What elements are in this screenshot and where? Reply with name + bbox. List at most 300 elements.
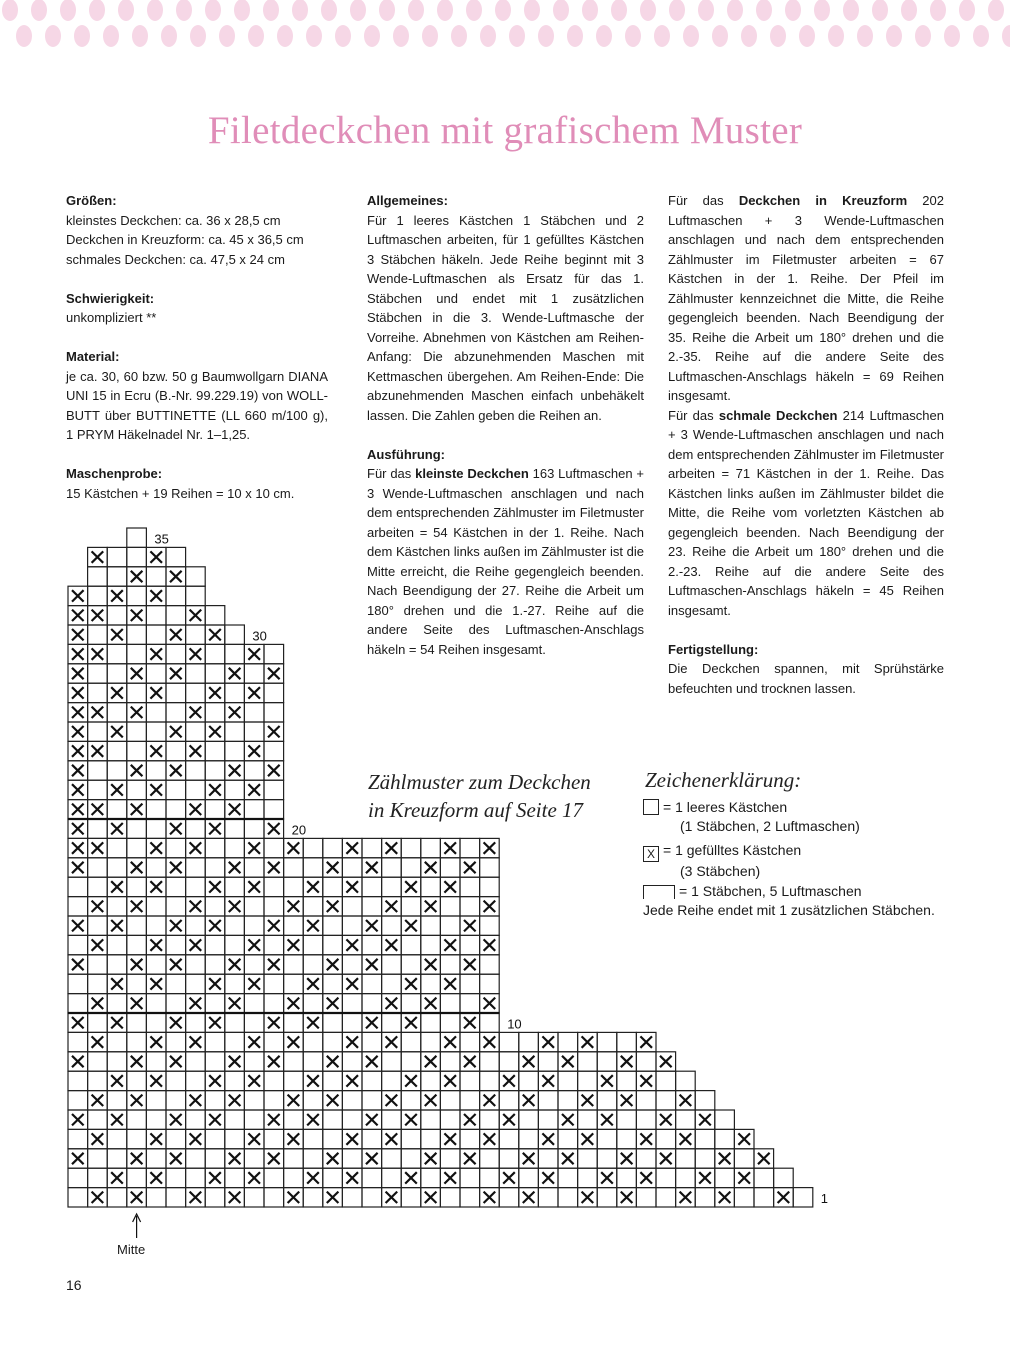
- filled-mark: [131, 1095, 143, 1106]
- filled-mark: [464, 1114, 476, 1125]
- filled-mark: [131, 862, 143, 873]
- chart-cell: [146, 1110, 166, 1129]
- filled-mark: [92, 610, 104, 621]
- chart-cell: [715, 1110, 735, 1129]
- filled-mark: [72, 823, 84, 834]
- chart-cell: [244, 858, 264, 877]
- filled-mark: [72, 726, 84, 737]
- chart-cell: [323, 877, 343, 896]
- chart-cell: [401, 955, 421, 974]
- chart-cell: [264, 1168, 284, 1187]
- chart-cell: [107, 567, 127, 586]
- finishing-text: Die Deckchen spannen, mit Sprühstärke befeuchten und trocknen lassen.: [668, 661, 944, 696]
- chart-cell: [225, 644, 245, 663]
- filled-mark: [248, 687, 260, 698]
- chart-cell: [303, 994, 323, 1013]
- chart-cell: [382, 1013, 402, 1032]
- filled-mark: [386, 939, 398, 950]
- filled-mark: [346, 1036, 358, 1047]
- filled-mark: [150, 687, 162, 698]
- legend-filled: X = 1 gefülltes Kästchen (3 Stäbchen): [643, 841, 801, 881]
- filled-mark: [386, 1133, 398, 1144]
- chart-cell: [205, 1149, 225, 1168]
- filled-mark: [386, 1095, 398, 1106]
- chart-cell: [323, 916, 343, 935]
- chart-cell: [244, 955, 264, 974]
- chart-cell: [244, 1052, 264, 1071]
- chart-cell: [440, 1188, 460, 1207]
- chart-cell: [205, 644, 225, 663]
- filled-mark: [425, 862, 437, 873]
- chart-cell: [146, 858, 166, 877]
- chart-cell: [323, 1110, 343, 1129]
- chart-cell: [107, 547, 127, 566]
- chart-cell: [68, 1091, 88, 1110]
- chart-cell: [342, 955, 362, 974]
- chart-cell: [107, 741, 127, 760]
- chart-cell: [205, 741, 225, 760]
- chart-cell: [421, 1013, 441, 1032]
- chart-cell: [695, 1129, 715, 1148]
- filled-mark: [111, 629, 123, 640]
- chart-cell: [186, 761, 206, 780]
- chart-cell: [617, 1071, 637, 1090]
- filled-mark: [248, 648, 260, 659]
- chart-cell: [146, 955, 166, 974]
- filled-mark: [72, 959, 84, 970]
- filled-mark: [150, 648, 162, 659]
- filled-mark: [92, 939, 104, 950]
- chart-cell: [127, 547, 147, 566]
- chart-cell: [107, 935, 127, 954]
- filled-mark: [288, 901, 300, 912]
- chart-cell: [382, 1071, 402, 1090]
- chart-cell: [264, 1071, 284, 1090]
- filled-mark: [288, 939, 300, 950]
- chart-cell: [362, 897, 382, 916]
- filled-mark: [92, 1095, 104, 1106]
- filled-mark: [542, 1133, 554, 1144]
- filled-mark: [288, 1036, 300, 1047]
- filled-mark: [72, 648, 84, 659]
- chart-cell: [88, 877, 108, 896]
- chart-cell: [225, 819, 245, 838]
- chart-cell: [460, 1188, 480, 1207]
- chart-cell: [480, 1013, 500, 1032]
- chart-cell: [480, 1110, 500, 1129]
- filled-mark: [621, 1192, 633, 1203]
- filled-mark: [111, 1114, 123, 1125]
- chart-cell: [264, 1188, 284, 1207]
- chart-cell: [519, 1032, 539, 1051]
- chart-cell: [362, 935, 382, 954]
- filled-mark: [92, 1192, 104, 1203]
- chart-cell: [146, 1149, 166, 1168]
- chart-cell: [107, 800, 127, 819]
- filled-mark: [209, 726, 221, 737]
- chart-cell: [244, 722, 264, 741]
- chart-cell: [421, 877, 441, 896]
- filled-mark: [72, 1017, 84, 1028]
- filled-mark: [170, 823, 182, 834]
- chart-cell: [440, 955, 460, 974]
- chart-cell: [186, 1013, 206, 1032]
- filled-mark: [542, 1036, 554, 1047]
- chart-cell: [656, 1091, 676, 1110]
- chart-cell: [421, 916, 441, 935]
- chart-cell: [715, 1129, 735, 1148]
- filled-mark: [131, 959, 143, 970]
- filled-mark: [307, 1017, 319, 1028]
- filled-mark: [386, 842, 398, 853]
- chart-cell: [421, 1110, 441, 1129]
- filled-mark: [346, 881, 358, 892]
- size-line: schmales Deckchen: ca. 47,5 x 24 cm: [66, 251, 285, 267]
- filled-mark: [72, 687, 84, 698]
- chart-cell: [597, 1032, 617, 1051]
- chart-cell: [186, 877, 206, 896]
- chart-cell: [166, 935, 186, 954]
- chart-cell: [440, 1052, 460, 1071]
- chart-cell: [205, 800, 225, 819]
- filled-mark: [582, 1036, 594, 1047]
- filled-mark: [131, 571, 143, 582]
- filled-mark: [209, 687, 221, 698]
- chart-cell: [597, 1052, 617, 1071]
- filled-mark: [405, 920, 417, 931]
- chart-cell: [323, 1129, 343, 1148]
- chart-cell: [440, 897, 460, 916]
- caption-line: Zählmuster zum Deckchen: [368, 770, 591, 794]
- chart-cell: [421, 1032, 441, 1051]
- filled-mark: [503, 1114, 515, 1125]
- filled-mark: [582, 1133, 594, 1144]
- chart-cell: [578, 1110, 598, 1129]
- chart-cell: [264, 838, 284, 857]
- filled-mark: [386, 1036, 398, 1047]
- chart-cell: [225, 1032, 245, 1051]
- size-line: Deckchen in Kreuzform: ca. 45 x 36,5 cm: [66, 232, 304, 247]
- filled-mark: [229, 1192, 241, 1203]
- chart-cell: [68, 1032, 88, 1051]
- chart-cell: [107, 994, 127, 1013]
- chart-cell: [244, 800, 264, 819]
- filled-mark: [190, 901, 202, 912]
- chart-cell: [127, 1129, 147, 1148]
- chart-cell: [264, 935, 284, 954]
- filled-mark: [268, 726, 280, 737]
- chart-cell: [186, 1071, 206, 1090]
- chart-cell: [146, 1188, 166, 1207]
- chart-cell: [107, 1129, 127, 1148]
- chart-cell: [68, 1071, 88, 1090]
- chart-cell: [166, 683, 186, 702]
- chart-cell: [88, 955, 108, 974]
- filled-mark: [72, 610, 84, 621]
- chart-cell: [146, 703, 166, 722]
- gauge-text: 15 Kästchen + 19 Reihen = 10 x 10 cm.: [66, 485, 295, 501]
- chart-cell: [382, 1168, 402, 1187]
- chart-cell: [362, 1071, 382, 1090]
- chart-cell: [127, 838, 147, 857]
- chart-cell: [519, 1129, 539, 1148]
- chart-cell: [205, 994, 225, 1013]
- chart-cell: [460, 1091, 480, 1110]
- chart-cell: [186, 955, 206, 974]
- filled-mark: [92, 842, 104, 853]
- filled-mark: [484, 998, 496, 1009]
- filled-mark: [72, 842, 84, 853]
- filled-mark: [464, 1017, 476, 1028]
- chart-cell: [362, 974, 382, 993]
- chart-cell: [519, 1168, 539, 1187]
- filled-mark: [680, 1095, 692, 1106]
- filled-mark: [327, 998, 339, 1009]
- chart-cell: [264, 683, 284, 702]
- finishing-heading: Fertigstellung:: [668, 641, 759, 657]
- chart-cell: [382, 1110, 402, 1129]
- chart-cell: [617, 1168, 637, 1187]
- filled-mark: [72, 784, 84, 795]
- filled-mark: [484, 1036, 496, 1047]
- filled-mark: [288, 998, 300, 1009]
- filled-mark: [92, 745, 104, 756]
- chart-cell: [499, 1188, 519, 1207]
- filled-mark: [444, 978, 456, 989]
- chart-cell: [558, 1188, 578, 1207]
- chart-cell: [88, 722, 108, 741]
- narrow-doily-name: schmale Deckchen: [718, 407, 838, 423]
- filled-mark: [307, 881, 319, 892]
- chart-cell: [342, 1052, 362, 1071]
- chart-cell: [225, 741, 245, 760]
- chart-cell: [342, 1013, 362, 1032]
- filled-mark: [209, 629, 221, 640]
- chart-cell: [362, 1032, 382, 1051]
- chart-cell: [342, 858, 362, 877]
- chart-cell: [323, 1168, 343, 1187]
- filled-mark: [170, 629, 182, 640]
- chart-cell: [636, 1188, 656, 1207]
- chart-cell: [421, 1168, 441, 1187]
- filled-mark: [738, 1133, 750, 1144]
- chart-cell: [127, 722, 147, 741]
- filled-mark: [170, 1017, 182, 1028]
- chart-cell: [127, 1168, 147, 1187]
- filled-mark: [268, 1153, 280, 1164]
- filled-mark: [601, 1114, 613, 1125]
- chart-cell: [617, 1110, 637, 1129]
- chart-cell: [284, 877, 304, 896]
- chart-cell: [480, 1149, 500, 1168]
- row-label: 10: [507, 1016, 522, 1032]
- filled-mark: [209, 881, 221, 892]
- filled-mark: [209, 1114, 221, 1125]
- chart-cell: [460, 994, 480, 1013]
- filled-box-icon: X: [643, 846, 659, 862]
- small-doily-name: kleinste Deckchen: [415, 466, 529, 481]
- chart-cell: [480, 974, 500, 993]
- filled-mark: [190, 1192, 202, 1203]
- filled-mark: [248, 1133, 260, 1144]
- filled-mark: [72, 1114, 84, 1125]
- chart-cell: [146, 567, 166, 586]
- chart-cell: [88, 858, 108, 877]
- filled-mark: [582, 1192, 594, 1203]
- filled-mark: [484, 1192, 496, 1203]
- filled-mark: [150, 1133, 162, 1144]
- chart-cell: [146, 897, 166, 916]
- filled-mark: [523, 1153, 535, 1164]
- filled-mark: [209, 1075, 221, 1086]
- filled-mark: [248, 745, 260, 756]
- filled-mark: [366, 1056, 378, 1067]
- chart-cell: [205, 1091, 225, 1110]
- filled-mark: [386, 901, 398, 912]
- cross-doily-name: Deckchen in Kreuzform: [738, 193, 908, 208]
- chart-cell: [68, 1129, 88, 1148]
- narrow-doily-text: Für das schmale Deckchen 214 Luftmaschen + 3 Wende-Luftmaschen anschlagen und nach dem entsprechenden Zählmuster im Filetmuster arbeiten = 71 Kästchen in der 1. Reihe. Das Kästchen links außen im Zählmuster bildet die Mitte, die Reihe vom vorletzten Kästchen ab gegengleich beenden. Nach Beendigung der 23. Reihe die Arbeit um 180° drehen und die 2.-23. Reihe auf die andere Seite des Luftmaschen-Anschlags häkeln = 45 Reihen insgesamt.: [668, 407, 945, 618]
- chart-cell: [676, 1149, 696, 1168]
- chart-cell: [695, 1149, 715, 1168]
- filled-mark: [229, 1056, 241, 1067]
- filled-mark: [268, 668, 280, 679]
- filled-mark: [229, 765, 241, 776]
- chart-cell: [186, 858, 206, 877]
- chart-cell: [186, 586, 206, 605]
- filled-mark: [111, 687, 123, 698]
- filled-mark: [131, 668, 143, 679]
- filled-mark: [444, 1036, 456, 1047]
- chart-cell: [225, 1110, 245, 1129]
- filled-mark: [72, 804, 84, 815]
- chart-cell: [264, 800, 284, 819]
- chart-cell: [146, 722, 166, 741]
- filled-mark: [150, 745, 162, 756]
- chart-cell: [186, 974, 206, 993]
- chart-cell: [342, 897, 362, 916]
- filled-mark: [523, 1192, 535, 1203]
- chart-cell: [186, 780, 206, 799]
- chart-cell: [362, 994, 382, 1013]
- chart-cell: [499, 1032, 519, 1051]
- chart-cell: [284, 955, 304, 974]
- filled-mark: [209, 823, 221, 834]
- chart-cell: [225, 1129, 245, 1148]
- filled-mark: [190, 939, 202, 950]
- filled-mark: [307, 1114, 319, 1125]
- chart-cell: [362, 1168, 382, 1187]
- chart-cell: [558, 1071, 578, 1090]
- filled-mark: [484, 901, 496, 912]
- filled-mark: [464, 959, 476, 970]
- filled-mark: [190, 745, 202, 756]
- chart-cell: [205, 703, 225, 722]
- filled-mark: [150, 978, 162, 989]
- chart-cell: [303, 858, 323, 877]
- filled-mark: [464, 862, 476, 873]
- filled-mark: [248, 842, 260, 853]
- filled-mark: [386, 998, 398, 1009]
- filled-mark: [523, 1056, 535, 1067]
- chart-cell: [382, 1149, 402, 1168]
- chart-cell: [127, 644, 147, 663]
- filled-mark: [268, 823, 280, 834]
- chart-cell: [244, 1149, 264, 1168]
- chart-cell: [68, 994, 88, 1013]
- chart-cell: [499, 1052, 519, 1071]
- chart-cell: [793, 1188, 813, 1207]
- chart-cell: [264, 877, 284, 896]
- general-heading: Allgemeines:: [367, 193, 448, 208]
- filled-mark: [111, 978, 123, 989]
- chart-cell: [88, 683, 108, 702]
- filled-mark: [621, 1095, 633, 1106]
- chart-cell: [205, 838, 225, 857]
- filled-mark: [92, 998, 104, 1009]
- chart-cell: [578, 1052, 598, 1071]
- filled-mark: [640, 1075, 652, 1086]
- chart-cell: [480, 1071, 500, 1090]
- filled-mark: [386, 1192, 398, 1203]
- filled-mark: [425, 901, 437, 912]
- filled-mark: [92, 707, 104, 718]
- filled-mark: [484, 1133, 496, 1144]
- chart-cell: [205, 1188, 225, 1207]
- filled-mark: [131, 1192, 143, 1203]
- chart-cell: [401, 994, 421, 1013]
- filled-mark: [405, 1172, 417, 1183]
- chart-cell: [460, 935, 480, 954]
- chart-cell: [166, 1168, 186, 1187]
- chart-cell: [342, 916, 362, 935]
- chart-cell: [166, 1091, 186, 1110]
- chart-cell: [362, 1091, 382, 1110]
- chart-cell: [440, 1110, 460, 1129]
- chart-cell: [88, 1149, 108, 1168]
- filled-mark: [131, 707, 143, 718]
- chart-cell: [421, 1071, 441, 1090]
- filled-mark: [190, 842, 202, 853]
- filled-mark: [190, 1036, 202, 1047]
- filled-mark: [582, 1095, 594, 1106]
- chart-cell: [88, 974, 108, 993]
- chart-cell: [578, 1149, 598, 1168]
- chart-cell: [382, 916, 402, 935]
- chart-cell: [303, 955, 323, 974]
- chart-cell: [166, 644, 186, 663]
- filled-mark: [680, 1192, 692, 1203]
- chart-cell: [264, 974, 284, 993]
- filled-mark: [523, 1095, 535, 1106]
- chart-cell: [107, 1188, 127, 1207]
- chart-cell: [401, 1032, 421, 1051]
- filled-mark: [209, 784, 221, 795]
- chart-cell: [146, 625, 166, 644]
- chart-cell: [107, 858, 127, 877]
- chart-cell: [284, 1110, 304, 1129]
- filled-mark: [150, 881, 162, 892]
- filled-mark: [621, 1056, 633, 1067]
- chart-cell: [186, 1168, 206, 1187]
- chart-cell: [440, 1013, 460, 1032]
- filled-mark: [111, 1172, 123, 1183]
- filled-mark: [778, 1192, 790, 1203]
- chart-cell: [734, 1188, 754, 1207]
- filled-mark: [503, 1075, 515, 1086]
- chart-cell: [382, 955, 402, 974]
- chart-cell: [107, 1032, 127, 1051]
